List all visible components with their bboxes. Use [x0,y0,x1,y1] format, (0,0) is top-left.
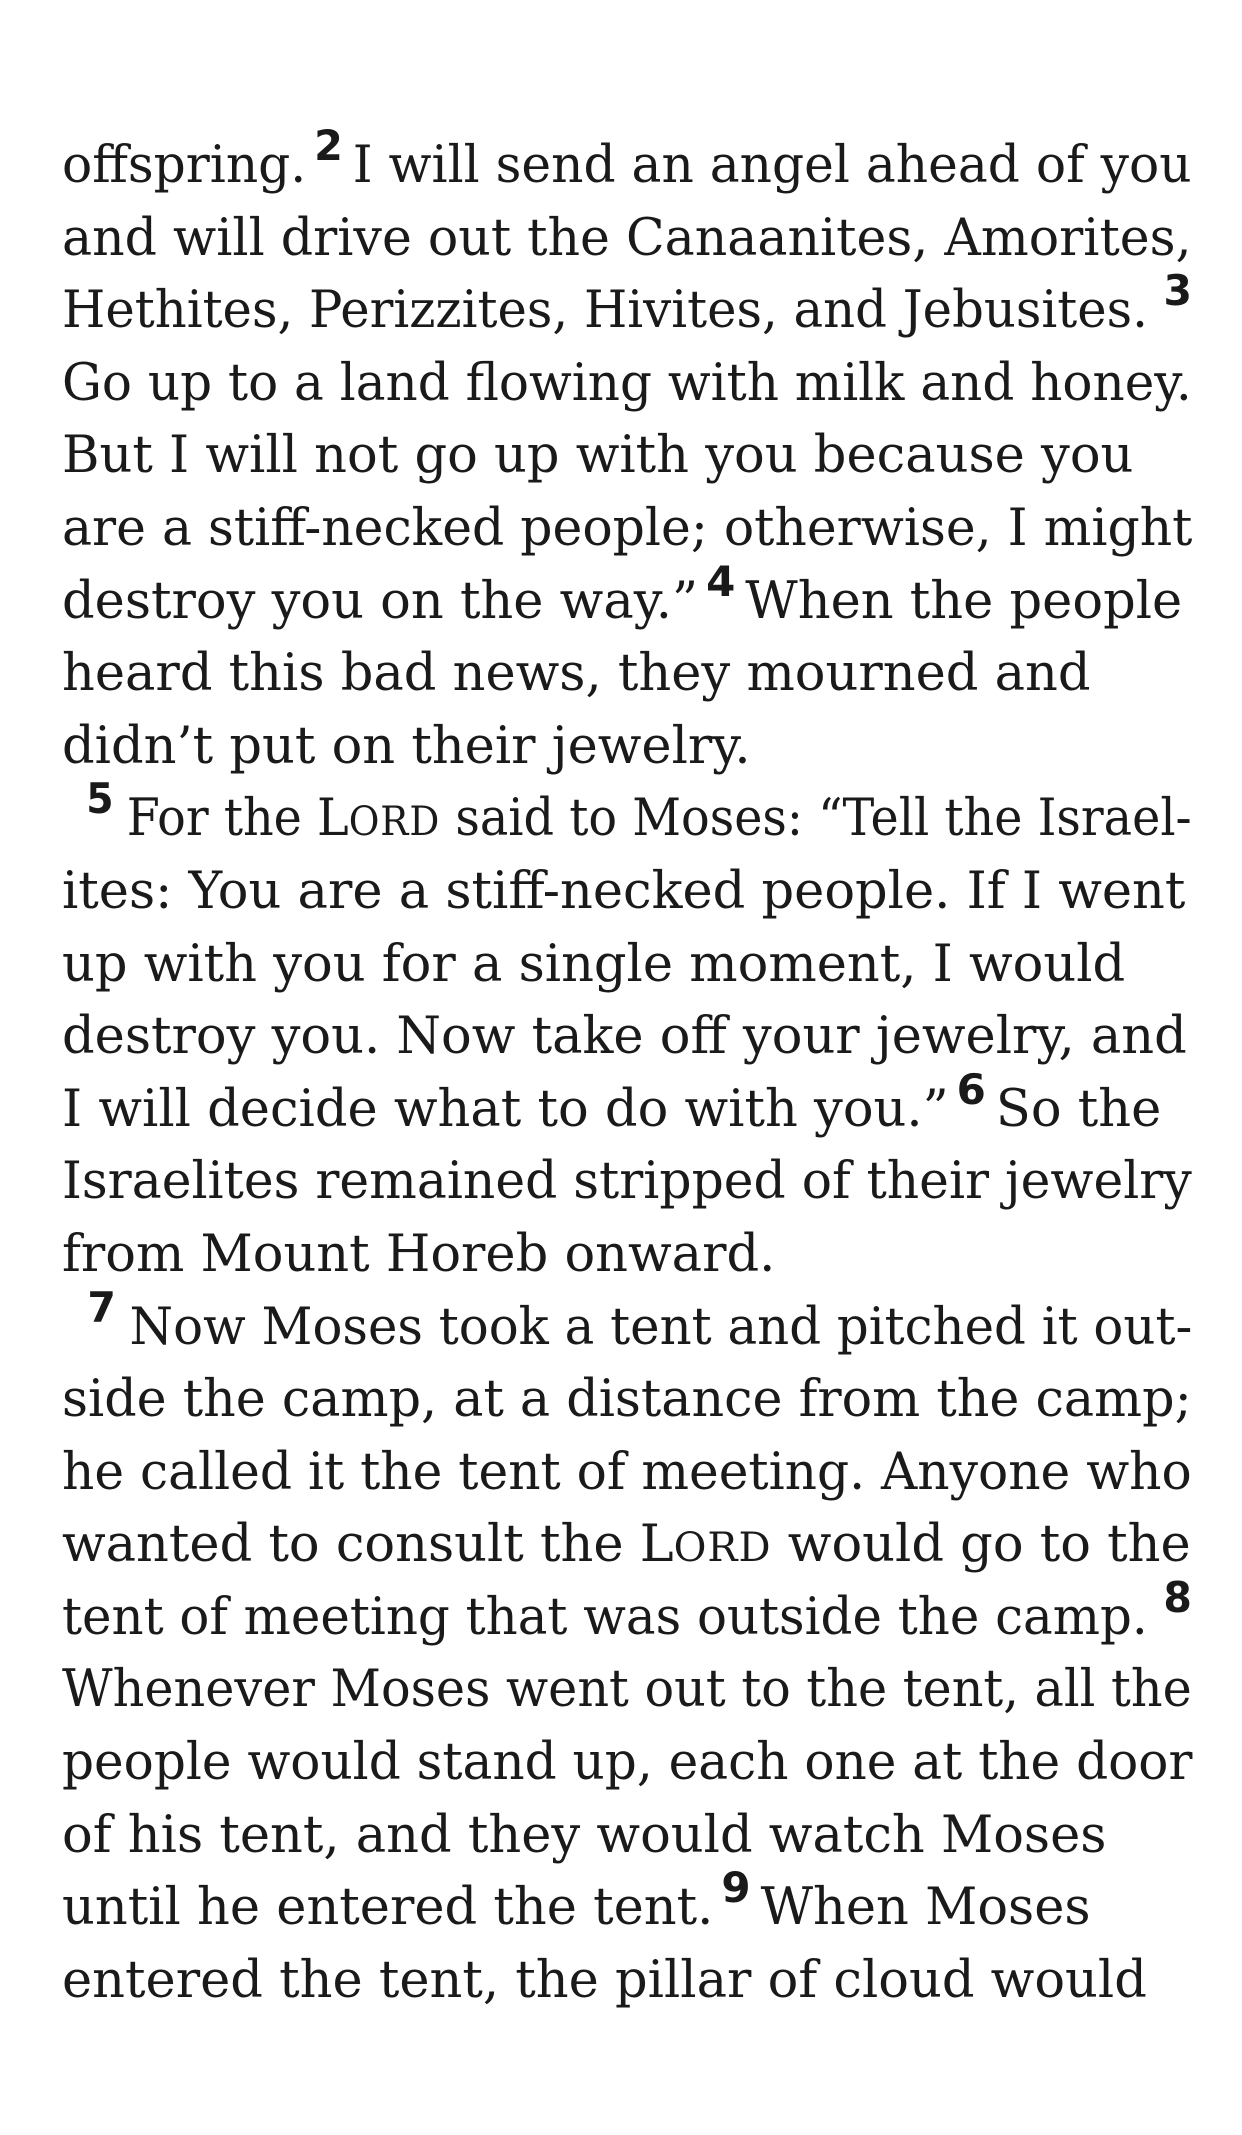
text-segment: would go to the [771,1515,1191,1575]
text-line [62,1800,1192,1873]
verse-number[interactable]: 7 [87,1282,116,1332]
text-segment: When Moses [760,1878,1091,1938]
text-line [62,556,1192,639]
verse-number[interactable]: 9 [721,1863,751,1913]
text-segment: side the camp, at a distance from the camp; [62,1370,1192,1430]
text-line [62,711,1192,784]
text-segment: are a stiff-necked people; otherwise, I might [62,498,1193,558]
text-line [62,929,1192,1002]
text-segment: I will send an angel ahead of you [352,136,1192,195]
text-segment: destroy you. Now take off your jewelry, and [62,1007,1187,1067]
verse-number[interactable]: 3 [1163,266,1192,316]
text-line [62,1219,1192,1292]
text-segment: up with you for a single moment, I would [62,934,1126,994]
text-segment: until he entered the tent. [62,1878,714,1938]
text-line [62,1282,1193,1365]
text-segment: For the L [126,789,349,849]
text-line [62,203,1192,276]
reading-page [62,121,1193,2017]
text-line [62,266,1192,348]
text-line [62,856,1192,929]
text-segment: didn’t put on their jewelry. [62,716,751,776]
text-segment: Go up to a land flowing with milk and honey. [62,353,1192,413]
text-segment: destroy you on the way.” [62,571,699,631]
text-segment: said to Moses: “Tell the Israel- [440,789,1192,849]
text-line [62,1437,1192,1510]
verse-number[interactable]: 2 [314,121,343,170]
text-line [62,348,1192,421]
text-segment: offspring. [62,136,307,195]
text-segment: But I will not go up with you because you [62,426,1134,486]
text-segment: heard this bad news, they mourned and [62,644,1091,704]
verse-number[interactable]: 6 [956,1064,986,1114]
text-line [62,420,1192,493]
text-segment: and will drive out the Canaanites, Amorites, [62,208,1192,268]
text-segment: Whenever Moses went out to the tent, all the [62,1660,1192,1720]
text-segment: So the [995,1079,1162,1139]
text-segment: ites: You are a stiff-necked people. If I went [62,861,1186,921]
divine-name-small-caps: ORD [348,799,441,846]
text-segment: tent of meeting that was outside the camp. [62,1587,1148,1647]
text-segment: he called it the tent of meeting. Anyone who [62,1442,1192,1502]
text-line [62,1572,1192,1655]
text-segment: Hethites, Perizzites, Hivites, and Jebusites. [62,281,1148,341]
divine-name-small-caps: ORD [673,1525,772,1572]
text-segment: Now Moses took a tent and pitched it out- [129,1297,1193,1357]
verse-number[interactable]: 4 [706,556,736,606]
text-segment: I will decide what to do with you.” [62,1079,949,1139]
text-line [62,1146,1192,1219]
text-line [62,1509,1192,1582]
text-line [62,638,1192,711]
text-line [62,1364,1192,1437]
text-segment: people would stand up, each one at the door [62,1733,1193,1793]
text-segment: wanted to consult the L [62,1515,674,1575]
text-segment: of his tent, and they would watch Moses [62,1805,1107,1865]
text-line [62,1945,1192,2018]
text-line [62,493,1193,566]
verse-number[interactable]: 8 [1163,1572,1192,1622]
text-line [62,1654,1192,1727]
text-segment: Israelites remained stripped of their jewelry [62,1152,1192,1212]
text-line [62,1863,1192,1945]
text-line [62,774,1192,856]
text-line [62,121,1192,203]
text-segment: from Mount Horeb onward. [62,1224,776,1284]
text-line [62,1064,1192,1147]
text-segment: entered the tent, the pillar of cloud would [62,1950,1147,2010]
text-line [62,1001,1192,1074]
verse-number[interactable]: 5 [86,774,114,824]
text-segment: When the people [745,571,1183,631]
text-line [62,1727,1193,1800]
